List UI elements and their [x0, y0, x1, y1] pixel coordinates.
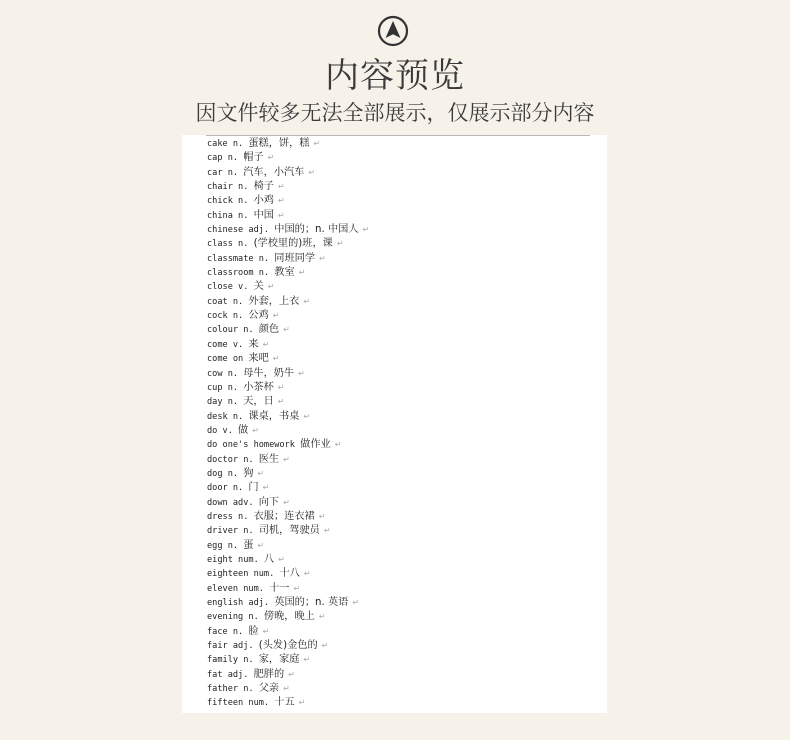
entry-meaning: 天，日	[243, 396, 274, 408]
vocabulary-entry	[207, 696, 369, 710]
paragraph-return-icon: ↵	[257, 468, 265, 478]
paragraph-return-icon: ↵	[277, 382, 285, 392]
paragraph-return-icon: ↵	[262, 339, 270, 349]
entry-meaning: 椅子	[253, 181, 274, 193]
entry-meaning: 英国的；n. 英语	[274, 597, 349, 608]
entry-word: chair n.	[207, 182, 254, 193]
paragraph-return-icon: ↵	[278, 554, 285, 564]
entry-meaning: 关	[253, 281, 264, 293]
paragraph-return-icon: ↵	[298, 698, 306, 708]
vocabulary-entry	[207, 395, 369, 409]
entry-meaning: 蛋	[243, 539, 254, 551]
entry-word: dog n.	[207, 468, 244, 479]
vocabulary-list	[207, 137, 369, 711]
entry-word: cock n.	[207, 311, 249, 322]
entry-word: cake n.	[207, 139, 249, 149]
document-preview	[182, 135, 607, 713]
entry-word: chinese adj.	[207, 225, 275, 236]
entry-word: class n.	[207, 239, 254, 250]
entry-word: car n.	[207, 167, 244, 178]
paragraph-return-icon: ↵	[303, 569, 311, 579]
vocabulary-entry	[207, 410, 369, 424]
entry-meaning: 教室	[274, 267, 295, 279]
vocabulary-entry	[207, 309, 369, 323]
vocabulary-entry	[207, 237, 369, 251]
paragraph-return-icon: ↵	[308, 167, 316, 177]
vocabulary-entry	[207, 625, 369, 639]
entry-meaning: 衣服；连衣裙	[253, 510, 315, 522]
paragraph-return-icon: ↵	[277, 182, 285, 192]
paragraph-return-icon: ↵	[283, 497, 290, 507]
paragraph-return-icon: ↵	[319, 253, 326, 263]
vocabulary-entry	[207, 639, 369, 653]
entry-meaning: 来吧	[248, 353, 269, 365]
paragraph-return-icon: ↵	[277, 196, 285, 206]
entry-meaning: 中国	[253, 209, 274, 221]
entry-word: fat adj.	[207, 669, 254, 680]
entry-word: cow n.	[207, 368, 244, 379]
entry-meaning: 颜色	[258, 324, 280, 336]
entry-word: come v.	[207, 339, 249, 350]
entry-meaning: 十八	[279, 568, 300, 580]
paragraph-return-icon: ↵	[272, 354, 280, 364]
vocabulary-entry	[207, 137, 369, 151]
paragraph-return-icon: ↵	[283, 684, 290, 694]
entry-word: desk n.	[207, 411, 249, 422]
entry-word: face n.	[207, 626, 249, 637]
navigation-arrow-logo-icon	[377, 15, 409, 47]
paragraph-return-icon: ↵	[334, 440, 342, 450]
vocabulary-entry	[207, 467, 369, 481]
vocabulary-entry	[207, 209, 369, 223]
vocabulary-entry	[207, 524, 369, 538]
vocabulary-entry	[207, 367, 369, 381]
vocabulary-entry	[207, 280, 369, 294]
page-subtitle: 因文件较多无法全部展示，仅展示部分内容	[195, 101, 595, 125]
entry-word: do one's homework	[207, 440, 301, 451]
entry-word: egg n.	[207, 540, 244, 551]
paragraph-return-icon: ↵	[336, 239, 344, 249]
entry-meaning: 父亲	[258, 683, 280, 695]
vocabulary-entry	[207, 596, 369, 610]
entry-meaning: 母牛，奶牛	[243, 367, 295, 379]
entry-meaning: 八	[263, 553, 275, 565]
vocabulary-entry	[207, 567, 369, 581]
paragraph-return-icon: ↵	[283, 325, 290, 335]
entry-meaning: 课桌，书桌	[248, 410, 300, 422]
paragraph-return-icon: ↵	[303, 296, 311, 306]
entry-meaning: 小茶杯	[243, 381, 274, 393]
paragraph-return-icon: ↵	[267, 153, 275, 163]
entry-meaning: 向下	[258, 496, 280, 508]
entry-word: fifteen num.	[207, 698, 275, 709]
paragraph-return-icon: ↵	[267, 282, 275, 292]
entry-word: coat n.	[207, 296, 249, 307]
entry-meaning: 十一	[269, 582, 290, 594]
vocabulary-entry	[207, 338, 369, 352]
entry-word: fair adj.	[207, 641, 259, 652]
vocabulary-entry	[207, 481, 369, 495]
entry-meaning: 小鸡	[253, 195, 274, 207]
entry-meaning: (学校里的)班，课	[253, 238, 333, 250]
entry-meaning: 外套，上衣	[248, 295, 300, 307]
entry-meaning: 脸	[248, 625, 259, 637]
entry-meaning: 中国的；n. 中国人	[274, 224, 359, 236]
page-top-rule	[206, 135, 590, 136]
paragraph-return-icon: ↵	[283, 454, 290, 464]
paragraph-return-icon: ↵	[313, 139, 321, 148]
paragraph-return-icon: ↵	[303, 411, 311, 421]
entry-word: family n.	[207, 655, 259, 666]
entry-word: colour n.	[207, 325, 259, 336]
entry-meaning: 公鸡	[248, 310, 269, 322]
vocabulary-entry	[207, 510, 369, 524]
entry-meaning: 门	[248, 482, 259, 494]
entry-word: day n.	[207, 397, 244, 408]
entry-word: english adj.	[207, 598, 275, 608]
entry-meaning: 家，家庭	[258, 654, 300, 666]
paragraph-return-icon: ↵	[303, 655, 311, 665]
paragraph-return-icon: ↵	[272, 311, 280, 321]
entry-word: close v.	[207, 282, 254, 293]
entry-word: dress n.	[207, 511, 254, 522]
entry-meaning: 狗	[243, 467, 254, 479]
entry-word: classroom n.	[207, 268, 275, 279]
entry-word: door n.	[207, 483, 249, 494]
paragraph-return-icon: ↵	[277, 210, 285, 220]
entry-word: evening n.	[207, 612, 264, 623]
paragraph-return-icon: ↵	[262, 626, 270, 636]
entry-meaning: 做作业	[300, 439, 331, 451]
vocabulary-entry	[207, 295, 369, 309]
entry-word: china n.	[207, 210, 254, 221]
paragraph-return-icon: ↵	[262, 483, 270, 493]
entry-meaning: (头发)金色的	[258, 640, 318, 652]
entry-meaning: 来	[248, 338, 259, 350]
entry-meaning: 做	[238, 424, 249, 436]
vocabulary-entry	[207, 166, 369, 180]
vocabulary-entry	[207, 223, 369, 237]
entry-word: doctor n.	[207, 454, 259, 465]
paragraph-return-icon: ↵	[257, 540, 265, 550]
vocabulary-entry	[207, 151, 369, 165]
vocabulary-entry	[207, 553, 369, 567]
entry-meaning: 同班同学	[274, 252, 316, 264]
vocabulary-entry	[207, 453, 369, 467]
entry-word: eighteen num.	[207, 569, 280, 580]
entry-word: father n.	[207, 684, 259, 695]
paragraph-return-icon: ↵	[277, 397, 285, 407]
vocabulary-entry	[207, 252, 369, 266]
vocabulary-entry	[207, 424, 369, 438]
entry-meaning: 医生	[258, 453, 280, 465]
vocabulary-entry	[207, 582, 369, 596]
entry-word: do v.	[207, 425, 239, 436]
entry-meaning: 傍晚，晚上	[263, 611, 315, 623]
entry-word: eight num.	[207, 554, 264, 565]
vocabulary-entry	[207, 266, 369, 280]
entry-word: eleven num.	[207, 583, 270, 594]
page-title: 内容预览	[325, 56, 465, 96]
vocabulary-entry	[207, 668, 369, 682]
vocabulary-entry	[207, 323, 369, 337]
vocabulary-entry	[207, 438, 369, 452]
vocabulary-entry	[207, 180, 369, 194]
vocabulary-entry	[207, 352, 369, 366]
vocabulary-entry	[207, 381, 369, 395]
paragraph-return-icon: ↵	[298, 268, 306, 278]
vocabulary-entry	[207, 496, 369, 510]
paragraph-return-icon: ↵	[252, 425, 259, 435]
vocabulary-entry	[207, 653, 369, 667]
entry-word: come on	[207, 354, 249, 365]
paragraph-return-icon: ↵	[352, 598, 360, 607]
paragraph-return-icon: ↵	[321, 641, 329, 651]
vocabulary-entry	[207, 194, 369, 208]
entry-meaning: 十五	[274, 697, 295, 709]
entry-meaning: 汽车，小汽车	[243, 166, 305, 178]
entry-word: classmate n.	[207, 253, 275, 264]
vocabulary-entry	[207, 610, 369, 624]
entry-meaning: 蛋糕，饼，糕	[248, 138, 310, 149]
entry-meaning: 帽子	[243, 152, 264, 164]
paragraph-return-icon: ↵	[323, 526, 331, 536]
entry-word: cap n.	[207, 153, 244, 164]
vocabulary-entry	[207, 539, 369, 553]
paragraph-return-icon: ↵	[288, 669, 295, 679]
entry-meaning: 肥胖的	[253, 668, 285, 680]
entry-word: cup n.	[207, 382, 244, 393]
vocabulary-entry	[207, 682, 369, 696]
entry-word: driver n.	[207, 526, 259, 537]
paragraph-return-icon: ↵	[293, 583, 301, 593]
paragraph-return-icon: ↵	[318, 612, 326, 622]
entry-word: chick n.	[207, 196, 254, 207]
entry-meaning: 司机，驾驶员	[258, 525, 320, 537]
paragraph-return-icon: ↵	[318, 511, 326, 521]
paragraph-return-icon: ↵	[362, 225, 370, 235]
entry-word: down adv.	[207, 497, 259, 508]
paragraph-return-icon: ↵	[298, 368, 305, 378]
